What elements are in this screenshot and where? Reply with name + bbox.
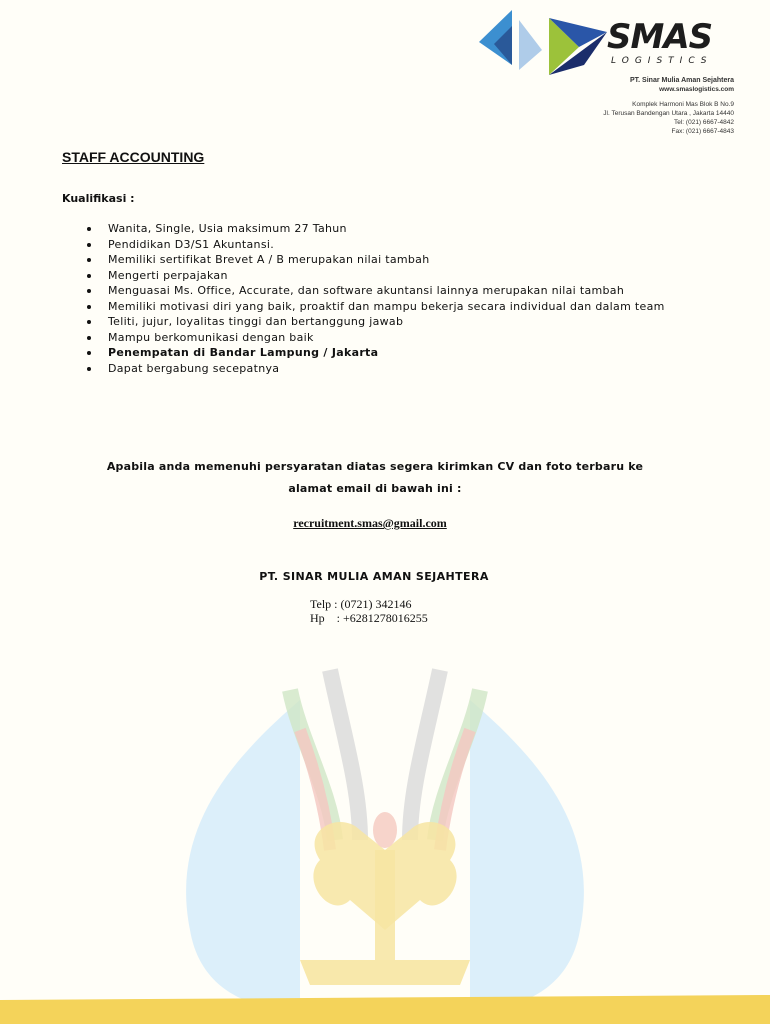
- header-website: www.smaslogistics.com: [659, 86, 734, 93]
- contact-telp: Telp : (0721) 342146: [310, 597, 412, 611]
- qualifications-label: Kualifikasi :: [62, 192, 135, 205]
- footer-company-name: PT. SINAR MULIA AMAN SEJAHTERA: [259, 570, 489, 583]
- contact-info: [310, 597, 428, 625]
- smas-logo-wordmark: [607, 17, 742, 66]
- header-fax: Fax: (021) 6667-4843: [671, 128, 734, 135]
- smas-logo-icon: [474, 10, 614, 80]
- qualification-item: Pendidikan D3/S1 Akuntansi.: [84, 237, 714, 253]
- qualification-item: Memiliki sertifikat Brevet A / B merupakan nilai tambah: [84, 252, 714, 268]
- apply-instructions: [60, 456, 690, 500]
- qualification-item: Teliti, jujur, loyalitas tinggi dan bertanggung jawab: [84, 314, 714, 330]
- qualification-item: Dapat bergabung secepatnya: [84, 361, 714, 377]
- apply-line-2: alamat email di bawah ini :: [288, 482, 462, 495]
- qualification-item: Wanita, Single, Usia maksimum 27 Tahun: [84, 221, 714, 237]
- recruitment-email-link[interactable]: recruitment.smas@gmail.com: [293, 516, 447, 530]
- header-address-line: Komplek Harmoni Mas Blok B No.9: [632, 101, 734, 108]
- qualifications-list: [84, 221, 714, 376]
- logo-name: SMAS: [607, 17, 713, 57]
- apply-line-1: Apabila anda memenuhi persyaratan diatas segera kirimkan CV dan foto terbaru ke: [106, 460, 644, 473]
- qualification-item: Mampu berkomunikasi dengan baik: [84, 330, 714, 346]
- company-header: [603, 76, 734, 136]
- qualification-item: Penempatan di Bandar Lampung / Jakarta: [84, 345, 714, 361]
- qualification-item: Mengerti perpajakan: [84, 268, 714, 284]
- contact-hp: Hp : +6281278016255: [310, 611, 428, 625]
- qualification-item: Menguasai Ms. Office, Accurate, dan software akuntansi lainnya merupakan nilai tambah: [84, 283, 714, 299]
- qualification-item: Memiliki motivasi diri yang baik, proaktif dan mampu bekerja secara individual dan dalam team: [84, 299, 714, 315]
- logo-subtitle: LOGISTICS: [611, 56, 713, 66]
- header-phone: Tel: (021) 6667-4842: [674, 119, 734, 126]
- header-address-line: Jl. Terusan Bandengan Utara , Jakarta 14440: [603, 110, 734, 117]
- header-company-name: PT. Sinar Mulia Aman Sejahtera: [630, 77, 734, 84]
- job-title: STAFF ACCOUNTING: [62, 149, 205, 165]
